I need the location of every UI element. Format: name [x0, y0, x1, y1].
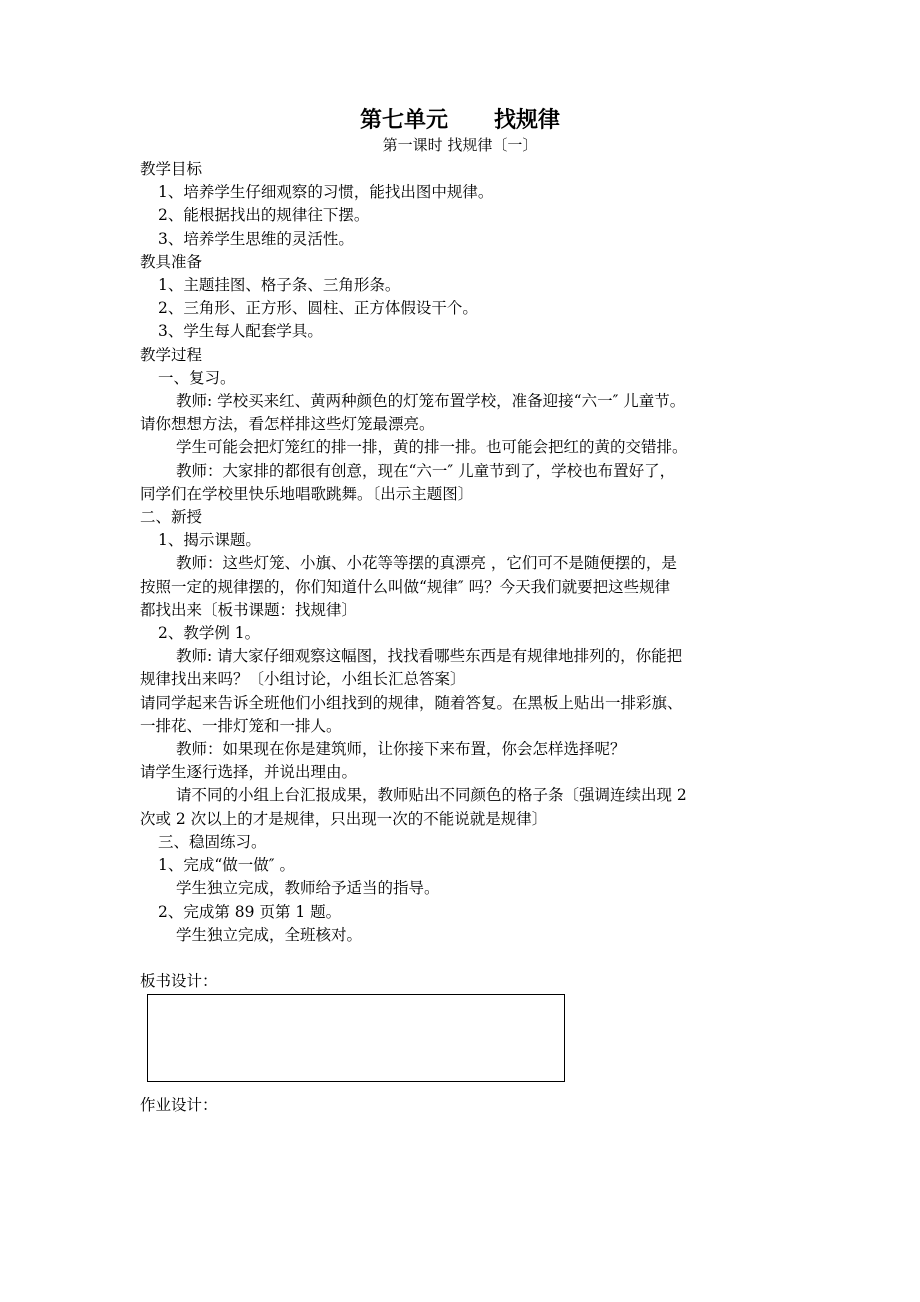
board-design-box: [147, 994, 565, 1082]
section-practice: 三、稳固练习。: [158, 832, 267, 851]
objective-item: 1、培养学生仔细观察的习惯，能找出图中规律。: [158, 183, 494, 202]
paragraph-line: 学生独立完成，教师给予适当的指导。: [176, 879, 440, 898]
lesson-body: [140, 158, 782, 993]
paragraph-line: 请你想想方法，看怎样排这些灯笼最漂亮。: [140, 415, 435, 434]
paragraph-line: 请学生逐行选择，并说出理由。: [140, 763, 358, 782]
heading-materials: 教具准备: [140, 252, 203, 271]
paragraph-line: 一排花、一排灯笼和一排人。: [140, 716, 342, 735]
paragraph-line: 次或 2 次以上的才是规律，只出现一次的不能说就是规律〕: [140, 809, 548, 828]
material-item: 3、学生每人配套学具。: [158, 322, 323, 341]
unit-name: 找规律: [494, 108, 561, 133]
unit-label: 第七单元: [359, 108, 448, 133]
heading-objectives: 教学目标: [140, 160, 203, 178]
paragraph-line: 教师: 学校买来红、黄两种颜色的灯笼布置学校，准备迎接“六一″ 儿童节。: [176, 392, 686, 411]
objective-item: 3、培养学生思维的灵活性。: [158, 229, 354, 248]
step-item: 1、完成“做一做″ 。: [158, 856, 296, 875]
paragraph-line: 规律找出来吗？〔小组讨论，小组长汇总答案〕: [140, 670, 466, 689]
heading-process: 教学过程: [140, 345, 203, 364]
material-item: 2、三角形、正方形、圆柱、正方体假设干个。: [158, 299, 478, 318]
paragraph-line: 教师：这些灯笼、小旗、小花等等摆的真漂亮 ，它们可不是随便摆的，是: [176, 554, 677, 573]
paragraph-line: 请同学起来告诉全班他们小组找到的规律，随着答复。在黑板上贴出一排彩旗、: [140, 693, 683, 712]
paragraph-line: 都找出来〔板书课题：找规律〕: [140, 600, 358, 619]
paragraph-line: 教师: 请大家仔细观察这幅图，找找看哪些东西是有规律地排列的，你能把: [176, 647, 683, 666]
paragraph-line: 按照一定的规律摆的，你们知道什么叫做“规律″ 吗？今天我们就要把这些规律: [140, 577, 671, 596]
paragraph-line: 教师：如果现在你是建筑师，让你接下来布置，你会怎样选择呢？: [176, 740, 626, 759]
paragraph-line: 学生可能会把灯笼红的排一排，黄的排一排。也可能会把红的黄的交错排。: [176, 438, 688, 457]
paragraph-line: 教师：大家排的都很有创意，现在“六一″ 儿童节到了，学校也布置好了，: [176, 461, 676, 480]
lesson-subtitle: 第一课时 找规律〔一〕: [382, 136, 538, 154]
step-item: 2、教学例 1。: [158, 624, 261, 643]
heading-board-design: 板书设计：: [140, 971, 218, 990]
heading-homework: 作业设计：: [140, 1096, 218, 1114]
paragraph-line: 同学们在学校里快乐地唱歌跳舞。〔出示主题图〕: [140, 484, 474, 503]
step-item: 1、揭示课题。: [158, 531, 261, 550]
section-new: 二、新授: [140, 508, 203, 527]
objective-item: 2、能根据找出的规律往下摆。: [158, 206, 370, 225]
material-item: 1、主题挂图、格子条、三角形条。: [158, 276, 401, 295]
step-item: 2、完成第 89 页第 1 题。: [158, 902, 342, 921]
section-review: 一、复习。: [158, 368, 236, 387]
paragraph-line: 学生独立完成，全班核对。: [176, 925, 363, 944]
page-title: [0, 107, 920, 135]
paragraph-line: 请不同的小组上台汇报成果，教师贴出不同颜色的格子条〔强调连续出现 2: [176, 786, 687, 805]
